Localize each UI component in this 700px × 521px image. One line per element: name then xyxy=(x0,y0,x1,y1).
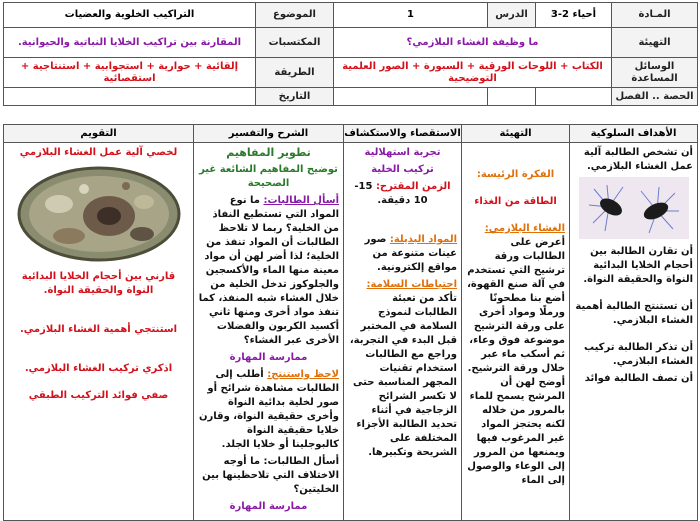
safety-label: احتياطات السلامة: xyxy=(366,279,457,290)
ask-text: ما نوع المواد التي تستطيع النفاذ من الخلية؟ ربما لا تلاحظ الطالبات أن المواد تنفذ من الخلية؛ لذا أضر لهن أن مواد معينة منها الماء والأكسجين والجلوكوز تدخل الخلية من خلال الغشاء شبه المنفذ، كما تنفذ مواد أخرى ومنها ثاني أكسيد الكربون والفضلات الأخرى عبر الغشاء؟ xyxy=(198,195,339,346)
gains-label: المكتسبات xyxy=(256,28,334,58)
objective-4: أن تذكر الطالبة تركيب الغشاء البلازمي. xyxy=(583,342,693,367)
cell-membrane-image xyxy=(579,177,689,239)
subject-value: أحياء 2-3 xyxy=(536,3,612,28)
intro-cell xyxy=(462,143,570,521)
skill-1: ممارسة المهارة xyxy=(229,352,308,363)
header-table xyxy=(3,2,698,106)
alt-label: المواد البديلة: xyxy=(389,234,457,245)
inquiry-title: تجربة استهلالية xyxy=(364,147,441,158)
objective-2: أن تقارن الطالبة بين أحجام الخلايا البدائية النواة والحقيقة النواة. xyxy=(583,246,693,285)
cell-micrograph-image xyxy=(14,164,184,264)
eval-4: اذكري تركيب الغشاء البلازمي. xyxy=(24,363,173,374)
main-idea-label: الفكرة الرئيسة: xyxy=(476,169,555,180)
eval-3: استنتجي أهمية الغشاء البلازمي. xyxy=(19,324,178,335)
ask2-label: أسأل الطالبات: xyxy=(263,456,339,467)
lesson-body-table xyxy=(3,124,698,521)
eval-1: لخصي آلية عمل الغشاء البلازمي xyxy=(19,147,178,158)
safety-value: تأكد من تعبئة الطالبات لنموذج السلامة في المختبر قبل البدء في التجربة، وراجع مع الطالبات استخدام تقنيات المجهر المناسبة حتى لا تكسر الشرائح الزجاجية في أثناء تحديد الطالبة الأجزاء المختلفة على الشريحة وتكبيرها. xyxy=(349,293,457,458)
alt-value: صور عينات متنوعة من مواقع إلكترونية. xyxy=(364,234,457,273)
aids-value: الكتاب + اللوحات الورقية + السبورة + الصور العلمية التوضيحية xyxy=(334,58,612,88)
objectives-cell xyxy=(570,143,698,521)
time-value: 15-10 دقيقة. xyxy=(354,181,428,206)
method-label: الطريقة xyxy=(256,58,334,88)
dev-title: تطوير المفاهيم xyxy=(226,146,311,159)
membrane-label: الغشاء البلازمي: xyxy=(484,223,565,234)
col-evaluate: التقويم xyxy=(4,125,194,143)
ask-label: أسأل الطالبات: xyxy=(263,195,339,206)
membrane-text: أعرض على الطالبات ورقة ترشيح التي تستخدم في آلة صنع القهوة، أضع بنا مطحونًا ورملًا ومواد أخرى على ورقة الترشيح موضوعة فوق وعاء، ثم أسكب ماء عبر خلال ورقة الترشيح. أوضح لهن أن المرشح يسمح للماء بالمرور من خلاله لكنه يحتجز المواد غير المرغوب فيها ويمنعها من المرور إلى الوعاء والوصول إلى الماء xyxy=(467,237,565,486)
col-objectives: الأهداف السلوكية xyxy=(570,125,698,143)
time-label: الزمن المقترح: xyxy=(375,181,451,192)
period-label: الحصة .. الفصل xyxy=(612,88,698,106)
objective-5: أن تصف الطالبة فوائد xyxy=(584,373,693,384)
subject-label: المـادة xyxy=(612,3,698,28)
objective-3: أن تستنتج الطالبة أهمية الغشاء البلازمي. xyxy=(575,301,693,326)
eval-5: صفي فوائد التركيب الطبقي xyxy=(28,390,169,401)
evaluate-cell xyxy=(4,143,194,521)
col-explain: الشرح والتفسير xyxy=(194,125,344,143)
col-inquiry: الاستقصاء والاستكشاف xyxy=(344,125,462,143)
inquiry-sub: تركيب الخلية xyxy=(371,164,434,175)
eval-2: قارني بين أحجام الخلايا البدائية النواة والحقيقة النواة. xyxy=(21,271,176,296)
objective-1: أن تشخص الطالبة آلية عمل الغشاء البلازمي. xyxy=(583,147,693,172)
topic-value: التراكيب الخلوية والعضيات xyxy=(4,3,256,28)
method-value: إلقائية + حوارية + استجوابية + استنتاجية + استقصائية xyxy=(4,58,256,88)
skill-2: ممارسة المهارة xyxy=(229,501,308,512)
aids-label: الوسائل المساعدة xyxy=(612,58,698,88)
ask2-text: ما أوجه الاختلاف التي تلاحظينها بين الخليتين؟ xyxy=(202,456,339,495)
topic-label: الموضوع xyxy=(256,3,334,28)
date-value xyxy=(4,88,256,106)
note-text: أطلب إلى الطالبات مشاهدة شرائح أو صور لخلية بدائية النواة وأخرى حقيقية النواة، وقارن خلايا حقيقية النواة كالبوجلينا أو خلايا الجلد. xyxy=(199,369,339,450)
date-label: التاريخ xyxy=(256,88,334,106)
gains-value: المقارنة بين تراكيب الخلايا النباتية والحيوانية. xyxy=(4,28,256,58)
inquiry-cell xyxy=(344,143,462,521)
note-label: لاحظ واستنتج: xyxy=(267,369,339,380)
explain-cell xyxy=(194,143,344,521)
lesson-label: الدرس xyxy=(488,3,536,28)
period-value xyxy=(536,88,612,106)
col-intro: التهيئة xyxy=(462,125,570,143)
lesson-value: 1 xyxy=(334,3,488,28)
intro-value: ما وظيفة الغشاء البلازمي؟ xyxy=(334,28,612,58)
intro-label: التهيئة xyxy=(612,28,698,58)
main-idea: الطاقة من الغذاء xyxy=(474,196,557,207)
dev-sub: توضيح المفاهيم الشائعة غير الصحيحة xyxy=(199,164,338,189)
